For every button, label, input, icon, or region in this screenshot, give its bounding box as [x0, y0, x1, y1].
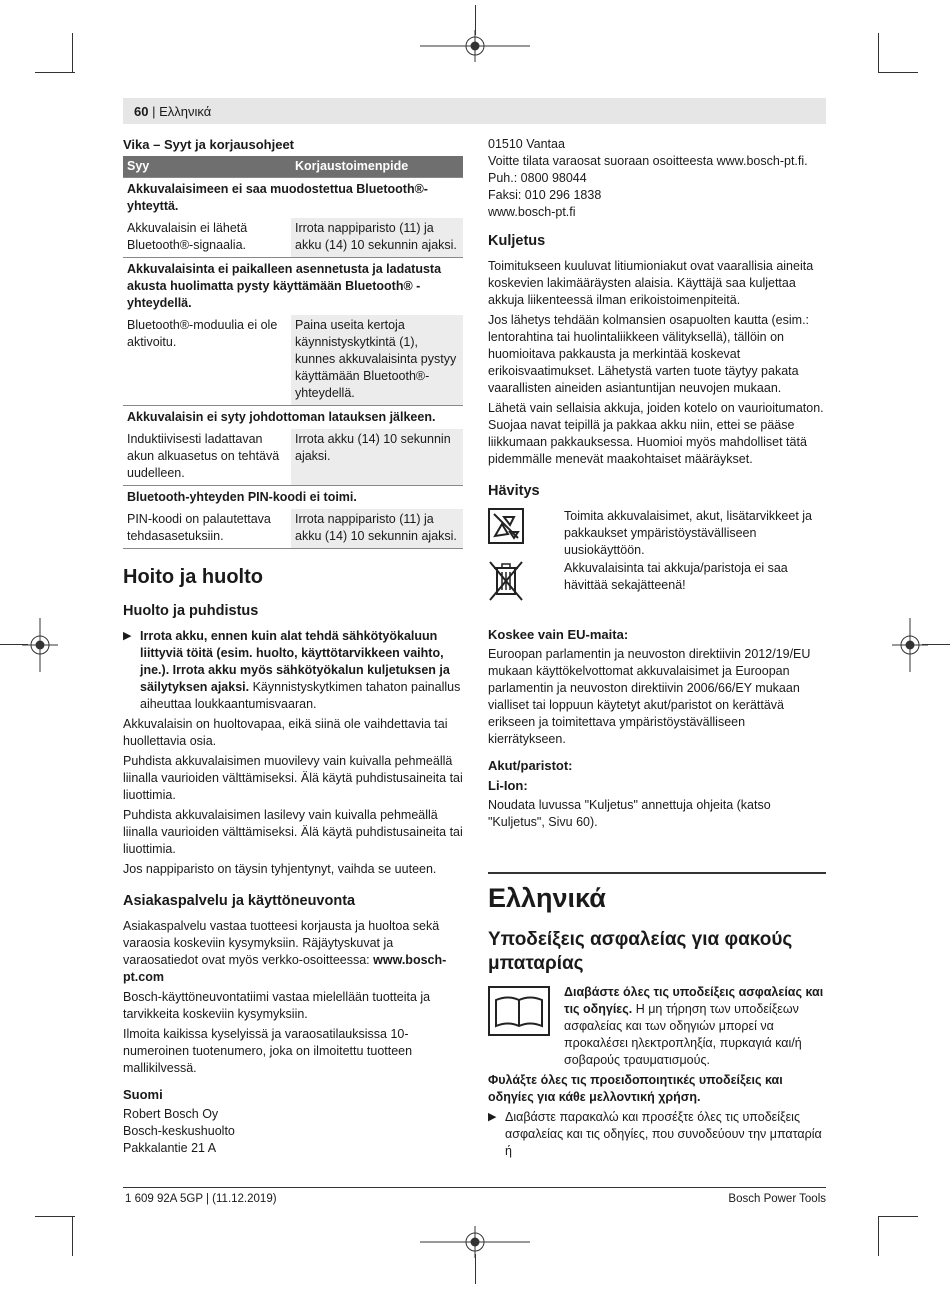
country-heading: Suomi [123, 1087, 163, 1102]
left-column [123, 136, 463, 1157]
greek-title: Ελληνικά [488, 883, 606, 913]
remedy-cell: Irrota nappiparisto (11) ja akku (14) 10 sekunnin ajaksi. [291, 218, 463, 258]
footer-right: Bosch Power Tools [728, 1193, 826, 1205]
paragraph: Puhdista akkuvalaisimen lasilevy vain kuivalla pehmeällä liinalla vaurioiden välttämiseksi. Älä käytä puhdistusaineita tai liuottimia. [123, 808, 463, 856]
paragraph: Toimitukseen kuuluvat litiumioniakut ovat vaarallisia aineita koskevien lakimääräysten alaisia. Käyttäjä saa kuljettaa akkuja liikenteessä ilman erikoistoimenpiteitä. [488, 259, 814, 307]
address-line: Faksi: 010 296 1838 [488, 188, 602, 202]
care-heading: Hoito ja huolto [123, 566, 263, 588]
paragraph: Bosch-käyttöneuvontatiimi vastaa mielellään tuotteita ja tarvikkeita koskeviin kysymyksiin. [123, 990, 431, 1021]
greek-subtitle: Υποδείξεις ασφαλείας για φακούς μπαταρίας [488, 929, 793, 974]
paragraph: Lähetä vain sellaisia akkuja, joiden kotelo on vaurioitumaton. Suojaa navat teipillä ja pakkaa akku niin, ettei se pääse liikkumaan pakkauksessa. Huomioi myös mahdolliset tätä pidemmälle menevät maakohtaiset määräykset. [488, 401, 824, 466]
crop-mark [475, 1254, 476, 1284]
paragraph [123, 918, 463, 986]
table-header-row [123, 156, 463, 178]
address-line: www.bosch-pt.fi [488, 205, 576, 219]
greek-read-section [488, 984, 826, 1069]
column-header-remedy: Korjaustoimenpide [291, 156, 463, 178]
crop-mark [72, 33, 73, 73]
warning-text: Käynnistyskytkimen tahaton painallus aiheuttaa loukkaantumisvaaran. [140, 680, 461, 711]
paragraph: Noudata luvussa "Kuljetus" annettuja ohjeita (katso "Kuljetus", Sivu 60). [488, 798, 771, 829]
paragraph: Jos nappiparisto on täysin tyhjentynyt, vaihda se uuteen. [123, 862, 437, 876]
crop-mark [35, 1216, 75, 1217]
cause-cell: Induktiivisesti ladattavan akun alkuasetus on tehtävä uudelleen. [127, 432, 280, 480]
page-number: 60 [134, 104, 149, 119]
registration-mark-icon [892, 618, 928, 672]
registration-mark-icon [420, 1226, 530, 1258]
fault-title: Akkuvalaisin ei syty johdottoman latauksen jälkeen. [123, 406, 463, 430]
batteries-heading: Akut/paristot: [488, 758, 573, 773]
service-url-link[interactable]: www.bosch-pt.com [123, 953, 447, 984]
paragraph: Ilmoita kaikissa kyselyissä ja varaosatilauksissa 10-numeroinen tuotenumero, joka on ilmoitettu tuotteen mallikilvessä. [123, 1027, 413, 1075]
remedy-cell: Irrota akku (14) 10 sekunnin ajaksi. [291, 429, 463, 486]
table-title: Vika – Syyt ja korjausohjeet [123, 137, 295, 152]
greek-read-text: Η μη τήρηση των υποδείξεων ασφαλείας και των οδηγιών μπορεί να προκαλέσει ηλεκτροπληξία, πυρκαγιά και/ή σοβαρούς τραυματισμούς. [564, 1002, 802, 1067]
bullet-triangle-icon: ▶ [488, 1111, 497, 1123]
bullet-triangle-icon: ▶ [123, 630, 132, 642]
footer-rule [123, 1187, 826, 1188]
greek-bullet [488, 1109, 826, 1160]
paragraph: Euroopan parlamentin ja neuvoston direktiivin 2012/19/EU mukaan käyttökelvottomat akkuvalaisimet ja Euroopan parlamentin ja neuvoston direktiivin 2006/66/EY mukaan vialliset tai loppuun käytetyt akut/paristot on kerättävä erikseen ja toimitettava ympäristöystävälliseen kierrätykseen. [488, 647, 811, 746]
right-column [488, 136, 826, 1163]
paragraph: Akkuvalaisin on huoltovapaa, eikä siinä ole vaihdettavia tai huollettavia osia. [123, 717, 448, 748]
greek-read-bold: Διαβάστε όλες τις υποδείξεις ασφαλείας και τις οδηγίες. [564, 985, 824, 1016]
cleaning-heading: Huolto ja puhdistus [123, 603, 259, 619]
cause-cell: Akkuvalaisin ei lähetä Bluetooth®-signaalia. [127, 221, 248, 252]
paragraph: Puhdista akkuvalaisimen muovilevy vain kuivalla pehmeällä liinalla vaurioiden välttämiseksi. Älä käytä puhdistusaineita tai liuottimia. [123, 754, 463, 802]
crop-mark [878, 1216, 918, 1217]
address-line: Puh.: 0800 98044 [488, 171, 587, 185]
service-heading: Asiakaspalvelu ja käyttöneuvonta [123, 893, 356, 909]
paragraph: Toimita akkuvalaisimet, akut, lisätarvikkeet ja pakkaukset ympäristöystävälliseen uusiokäyttöön. [564, 509, 813, 557]
fault-title: Bluetooth-yhteyden PIN-koodi ei toimi. [123, 486, 463, 510]
address-line: Pakkalantie 21 A [123, 1141, 217, 1155]
paragraph: Jos lähetys tehdään kolmansien osapuolten kautta (esim.: lentorahtina tai huolintaliikkeen välityksellä), tällöin on huomioitava pakkausta ja merkintää koskevat erikoisvaatimukset. Lähetystä varten tuote täytyy pakata vaarallisten aineiden asiantuntijan neuvojen mukaan. [488, 313, 810, 395]
recycle-icon [488, 508, 524, 544]
table-row [123, 429, 463, 486]
table-row [123, 218, 463, 258]
warning-bold-text: Irrota akku, ennen kuin alat tehdä sähkötyökaluun liittyviä töitä (esim. huolto, käyttötarvikkeen vaihto, jne.). Irrota akku myös sähkötyökalun kuljetuksen ja säilytyksen ajaksi. [140, 629, 450, 694]
read-manual-icon [488, 986, 550, 1036]
registration-mark-icon [420, 30, 530, 62]
fault-row [123, 178, 463, 219]
paragraph: Akkuvalaisinta tai akkuja/paristoja ei saa hävittää sekajätteenä! [564, 561, 788, 592]
disposal-heading: Hävitys [488, 483, 540, 499]
fault-row [123, 258, 463, 316]
header-separator: | [148, 104, 160, 119]
troubleshooting-table [123, 156, 463, 549]
header-language: Ελληνικά [159, 104, 212, 119]
disposal-section [488, 508, 826, 626]
page-header [134, 103, 211, 120]
column-header-cause: Syy [123, 156, 291, 178]
crop-mark [878, 33, 879, 73]
crop-mark [72, 1216, 73, 1256]
liion-heading: Li-Ion: [488, 778, 528, 793]
fault-row [123, 406, 463, 430]
page-header-bar [123, 98, 826, 124]
service-text: Asiakaspalvelu vastaa tuotteesi korjausta ja huoltoa sekä varaosia koskeviin kysymyksiin. Räjäytyskuvat ja varaosatiedot ovat myös verkko-osoitteessa: [123, 919, 440, 967]
cause-cell: PIN-koodi on palautettava tehdasasetuksiin. [123, 509, 291, 549]
eu-heading: Koskee vain EU-maita: [488, 627, 629, 642]
greek-bullet-text: Διαβάστε παρακαλώ και προσέξτε όλες τις υποδείξεις ασφαλείας και τις οδηγίες, που συνοδεύουν την μπαταρία ή [505, 1110, 822, 1158]
address-line: Voitte tilata varaosat suoraan osoitteesta www.bosch-pt.fi. [488, 154, 808, 168]
table-row [123, 509, 463, 549]
footer-left: 1 609 92A 5GP | (11.12.2019) [125, 1193, 277, 1205]
cause-cell: Bluetooth®-moduulia ei ole aktivoitu. [127, 318, 278, 349]
fault-title: Akkuvalaisinta ei paikalleen asennetusta ja ladatusta akusta huolimatta pysty käyttämään Bluetooth® -yhteydellä. [123, 258, 463, 316]
address-line: 01510 Vantaa [488, 137, 565, 151]
warning-bullet [123, 628, 463, 713]
crop-mark [35, 72, 75, 73]
registration-mark-icon [22, 618, 58, 672]
fault-title: Akkuvalaisimeen ei saa muodostettua Bluetooth®-yhteyttä. [123, 178, 463, 219]
transport-heading: Kuljetus [488, 233, 546, 249]
remedy-cell: Irrota nappiparisto (11) ja akku (14) 10 sekunnin ajaksi. [291, 509, 463, 549]
address-line: Robert Bosch Oy [123, 1107, 219, 1121]
crop-mark [878, 1216, 879, 1256]
table-row [123, 315, 463, 406]
crossed-bin-icon [488, 560, 524, 606]
fault-row [123, 486, 463, 510]
greek-keep-text: Φυλάξτε όλες τις προειδοποιητικές υποδείξεις και οδηγίες για κάθε μελλοντική χρήση. [488, 1073, 783, 1104]
crop-mark [878, 72, 918, 73]
remedy-cell: Paina useita kertoja käynnistyskytkintä (1), kunnes akkuvalaisinta pystyy käyttämään Bluetooth®-yhteydellä. [291, 315, 463, 406]
address-line: Bosch-keskushuolto [123, 1124, 235, 1138]
